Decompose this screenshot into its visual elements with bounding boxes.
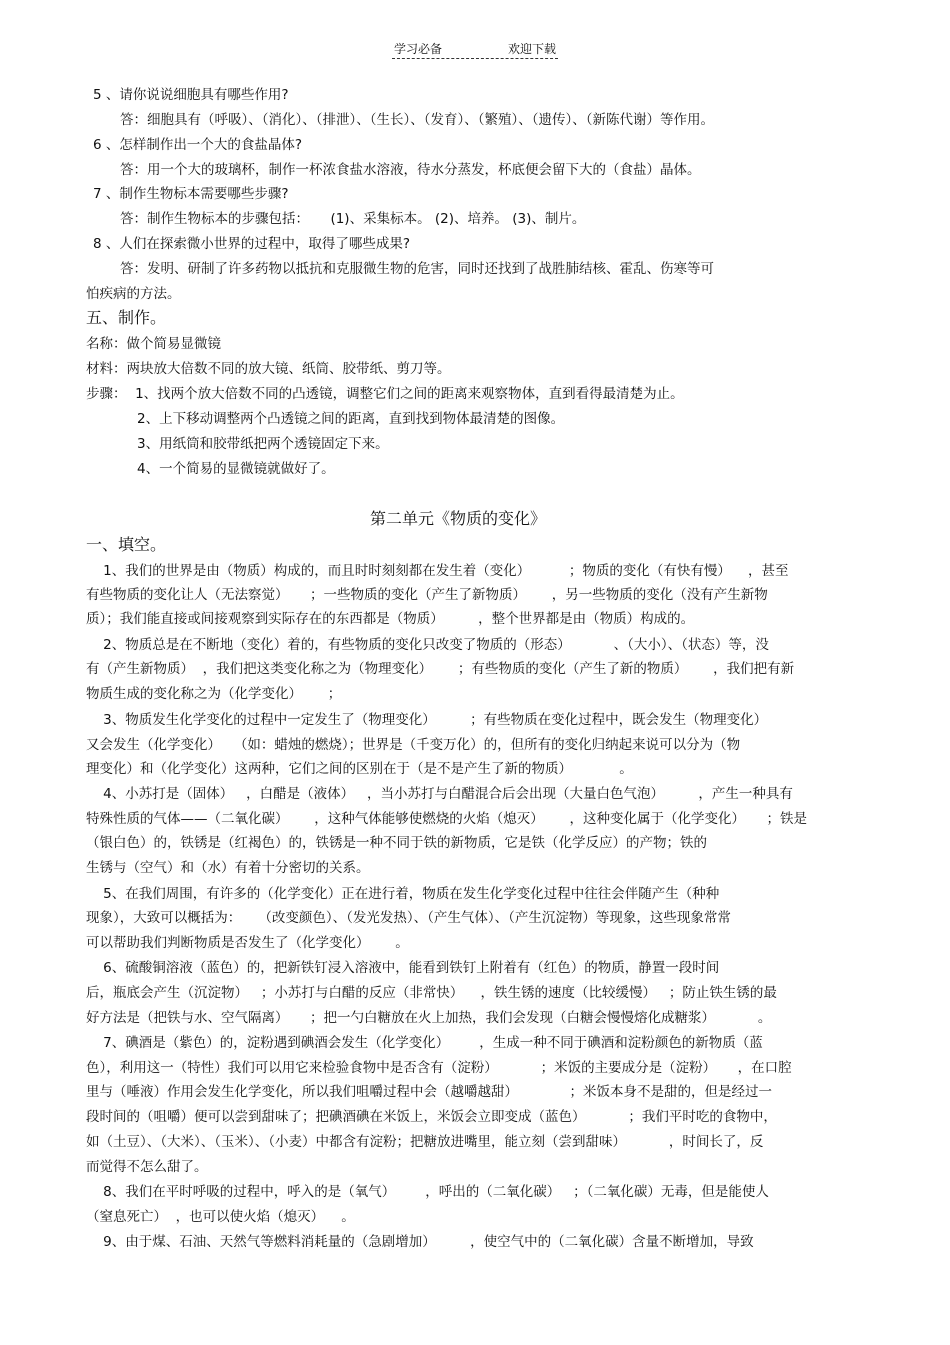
fill-line: 色），利用这一（特性）我们可以用它来检验食物中是否含有（淀粉） ；米饭的主要成分是（淀粉） ，在口腔 (86, 1060, 792, 1076)
fill-line: 好方法是（把铁与水、空气隔离） ；把一勺白糖放在火上加热，我们会发现（白糖会慢慢熔化成糖浆） 。 (86, 1010, 772, 1026)
fill-heading: 一、填空。 (86, 535, 167, 554)
fill-line: （银白色）的，铁锈是（红褐色）的，铁锈是一种不同于铁的新物质，它是铁（化学反应）的产物；铁的 (86, 835, 707, 851)
fill-line: 后，瓶底会产生（沉淀物） ；小苏打与白醋的反应（非常快） ，铁生锈的速度（比较缓慢） ；防止铁生锈的最 (86, 985, 777, 1001)
make-step-4: 4、一个简易的显微镜就做好了。 (137, 461, 335, 477)
fill-line: 而觉得不怎么甜了。 (86, 1159, 208, 1175)
fill-line: 3、物质发生化学变化的过程中一定发生了（物理变化） ；有些物质在变化过程中，既会发生（物理变化） (86, 712, 768, 728)
header-left-text: 学习必备 (394, 42, 443, 56)
question-8: 8 、人们在探索微小世界的过程中，取得了哪些成果? (93, 236, 411, 252)
fill-line: 有（产生新物质） ，我们把这类变化称之为（物理变化） ；有些物质的变化（产生了新的物质） ，我们把有新 (86, 661, 795, 677)
fill-line: 1、我们的世界是由（物质）构成的，而且时时刻刻都在发生着（变化） ；物质的变化（有快有慢） ，甚至 (86, 563, 789, 579)
question-7: 7 、制作生物标本需要哪些步骤? (93, 186, 289, 202)
fill-line: 7、碘酒是（紫色）的，淀粉遇到碘酒会发生（化学变化） ，生成一种不同于碘酒和淀粉颜色的新物质（蓝 (86, 1035, 763, 1051)
fill-line: 9、由于煤、石油、天然气等燃料消耗量的（急剧增加） ，使空气中的（二氧化碳）含量不断增加，导致 (86, 1234, 754, 1250)
answer-8-line-2: 怕疾病的方法。 (86, 286, 181, 302)
fill-line: 生锈与（空气）和（水）有着十分密切的关系。 (86, 860, 370, 876)
question-6: 6 、怎样制作出一个大的食盐晶体? (93, 137, 303, 153)
fill-line: 如（土豆）、（大米）、（玉米）、（小麦）中都含有淀粉；把糖放进嘴里，能立刻（尝到甜味） ，时间长了，反 (86, 1134, 764, 1150)
make-name: 名称：做个简易显微镜 (86, 336, 221, 352)
header-rule (392, 58, 558, 59)
question-5: 5 、请你说说细胞具有哪些作用? (93, 87, 289, 103)
fill-line: 物质生成的变化称之为（化学变化） ； (86, 686, 342, 702)
make-step-1: 步骤： 1、找两个放大倍数不同的凸透镜，调整它们之间的距离来观察物体，直到看得最清楚为止。 (86, 386, 684, 402)
answer-8-line-1: 答：发明、研制了许多药物以抵抗和克服微生物的危害，同时还找到了战胜肺结核、霍乱、伤寒等可 (120, 261, 714, 277)
fill-line: （窒息死亡） ，也可以使火焰（熄灭） 。 (86, 1209, 355, 1225)
answer-7: 答：制作生物标本的步骤包括： (1)、采集标本。 (2)、培养。 (3)、制片。 (120, 211, 586, 227)
fill-line: 有些物质的变化让人（无法察觉） ；一些物质的变化（产生了新物质） ，另一些物质的变化（没有产生新物 (86, 587, 768, 603)
fill-line: 现象），大致可以概括为： （改变颜色）、（发光发热）、（产生气体）、（产生沉淀物）等现象，这些现象常常 (86, 910, 731, 926)
answer-5: 答：细胞具有（呼吸）、（消化）、（排泄）、（生长）、（发育）、（繁殖）、（遗传）、（新陈代谢）等作用。 (120, 112, 714, 128)
fill-line: 2、物质总是在不断地（变化）着的，有些物质的变化只改变了物质的（形态） 、（大小）、（状态）等，没 (86, 637, 769, 653)
make-materials: 材料：两块放大倍数不同的放大镜、纸筒、胶带纸、剪刀等。 (86, 361, 451, 377)
unit-2-title: 第二单元《物质的变化》 (370, 509, 547, 528)
make-step-3: 3、用纸筒和胶带纸把两个透镜固定下来。 (137, 436, 389, 452)
fill-line: 8、我们在平时呼吸的过程中，呼入的是（氧气） ，呼出的（二氧化碳） ；（二氧化碳）无毒，但是能使人 (86, 1184, 769, 1200)
fill-line: 段时间的（咀嚼）便可以尝到甜味了；把碘酒碘在米饭上，米饭会立即变成（蓝色） ；我们平时吃的食物中， (86, 1109, 777, 1125)
fill-line: 又会发生（化学变化） （如：蜡烛的燃烧）；世界是（千变万化）的，但所有的变化归纳起来说可以分为（物 (86, 737, 741, 753)
fill-line: 可以帮助我们判断物质是否发生了（化学变化） 。 (86, 935, 409, 951)
fill-line: 特殊性质的气体——（二氧化碳） ，这种气体能够使燃烧的火焰（熄灭） ，这种变化属于（化学变化） ；铁是 (86, 811, 807, 827)
fill-line: 6、硫酸铜溶液（蓝色）的，把新铁钉浸入溶液中，能看到铁钉上附着有（红色）的物质，静置一段时间 (86, 960, 720, 976)
fill-line: 4、小苏打是（固体） ，白醋是（液体） ，当小苏打与白醋混合后会出现（大量白色气泡） ，产生一种具有 (86, 786, 793, 802)
make-heading: 五、制作。 (86, 308, 167, 327)
fill-line: 5、在我们周围，有许多的（化学变化）正在进行着，物质在发生化学变化过程中往往会伴随产生（种种 (86, 886, 720, 902)
answer-6: 答：用一个大的玻璃杯，制作一杯浓食盐水溶液，待水分蒸发，杯底便会留下大的（食盐）晶体。 (120, 162, 701, 178)
header-right-text: 欢迎下载 (508, 42, 557, 56)
fill-line: 质）；我们能直接或间接观察到实际存在的东西都是（物质） ，整个世界都是由（物质）构成的。 (86, 611, 695, 627)
fill-line: 里与（唾液）作用会发生化学变化，所以我们咀嚼过程中会（越嚼越甜） ；米饭本身不是甜的，但是经过一 (86, 1084, 772, 1100)
make-step-2: 2、上下移动调整两个凸透镜之间的距离，直到找到物体最清楚的图像。 (137, 411, 565, 427)
fill-line: 理变化）和（化学变化）这两种，它们之间的区别在于（是不是产生了新的物质） 。 (86, 761, 633, 777)
